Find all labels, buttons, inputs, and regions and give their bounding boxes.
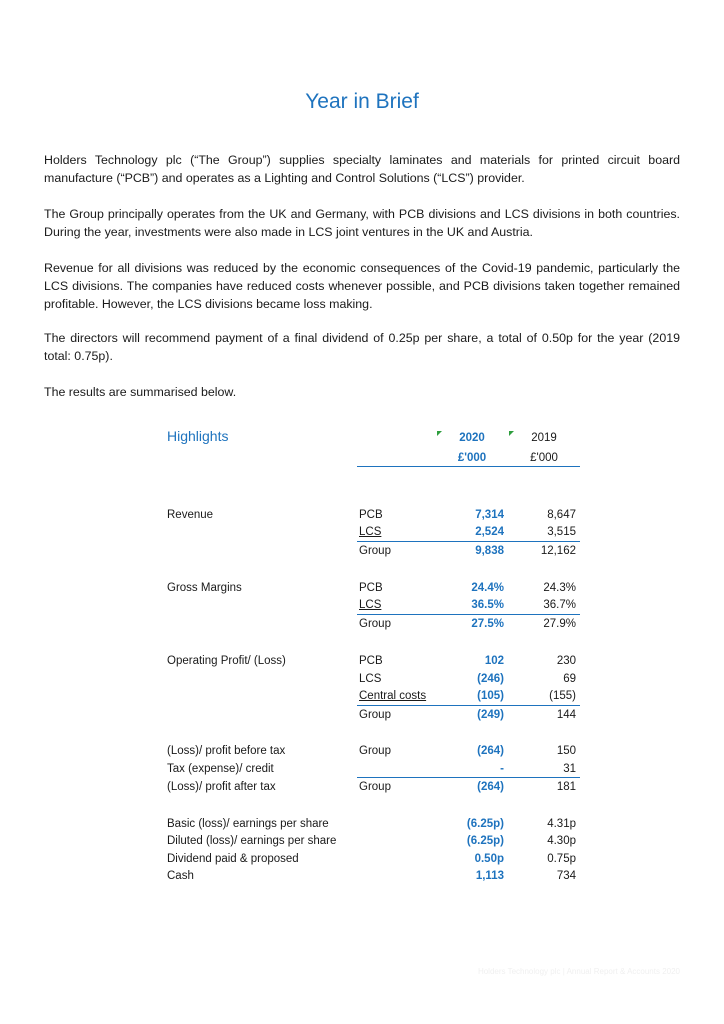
value-2019: 0.75p	[547, 853, 576, 865]
value-2020: 1,113	[475, 870, 504, 882]
value-2020: (105)	[477, 690, 504, 702]
subtotal-divider	[357, 705, 580, 706]
paragraph-summary: The results are summarised below.	[44, 385, 237, 399]
row-label: Tax (expense)/ credit	[167, 763, 274, 775]
paragraph-revenue: Revenue for all divisions was reduced by the economic consequences of the Covid-19 pandemic, particularly the LCS divisions. The companies have reduced costs whenever possible, and PCB divisions taken together remained profitable. However, the LCS divisions became loss making.	[44, 261, 680, 311]
row-label: Diluted (loss)/ earnings per share	[167, 835, 337, 847]
value-2019: 24.3%	[543, 582, 576, 594]
value-2020: (246)	[477, 673, 504, 685]
paragraph-dividend: The directors will recommend payment of a final dividend of 0.25p per share, a total of 0.50p for the year (2019 total: 0.75p).	[44, 331, 680, 363]
value-2019: 12,162	[540, 545, 576, 557]
value-2019: 4.30p	[547, 835, 576, 847]
row-segment: LCS	[359, 673, 382, 685]
value-2019: 3,515	[547, 526, 576, 538]
value-2020: (249)	[477, 709, 504, 721]
row-segment: PCB	[359, 655, 383, 667]
value-2020: 27.5%	[471, 618, 504, 630]
value-2020: 102	[484, 655, 504, 667]
value-2019: 230	[556, 655, 576, 667]
value-2019: 31	[563, 763, 576, 775]
row-label: Gross Margins	[167, 582, 242, 594]
page-title: Year in Brief	[305, 90, 419, 113]
value-2019: 734	[556, 870, 576, 882]
value-2020: 7,314	[475, 509, 504, 521]
subtotal-divider	[357, 541, 580, 542]
unit-header-2020: £'000	[457, 452, 487, 464]
value-2020: 36.5%	[471, 599, 504, 611]
row-segment: Group	[359, 781, 391, 793]
value-2020: -	[500, 763, 504, 775]
subtotal-divider	[357, 777, 580, 778]
value-2019: (155)	[549, 690, 576, 702]
value-2019: 8,647	[547, 509, 576, 521]
value-2020: 24.4%	[471, 582, 504, 594]
row-label: (Loss)/ profit before tax	[167, 745, 286, 757]
paragraph-operations: The Group principally operates from the UK and Germany, with PCB divisions and LCS divisions in both countries. During the year, investments were also made in LCS joint ventures in the UK and Austria.	[44, 207, 680, 239]
highlights-title: Highlights	[167, 428, 229, 444]
row-segment: PCB	[359, 509, 383, 521]
paragraph-intro: Holders Technology plc (“The Group”) supplies specialty laminates and materials for printed circuit board manufacture (“PCB”) and operates as a Lighting and Control Solutions (“LCS”) provider.	[44, 153, 680, 185]
page-footer: Holders Technology plc | Annual Report & Accounts 2020	[477, 967, 680, 976]
row-segment: LCS	[359, 526, 382, 538]
value-2020: 9,838	[475, 545, 504, 557]
value-2019: 144	[556, 709, 576, 721]
row-label: (Loss)/ profit after tax	[167, 781, 276, 793]
value-2019: 181	[556, 781, 576, 793]
value-2020: (264)	[477, 745, 504, 757]
value-2019: 27.9%	[543, 618, 576, 630]
row-label: Dividend paid & proposed	[167, 853, 299, 865]
value-2019: 36.7%	[543, 599, 576, 611]
column-header-2020: 2020	[459, 432, 485, 444]
value-2020: (264)	[477, 781, 504, 793]
subtotal-divider	[357, 614, 580, 615]
row-segment: PCB	[359, 582, 383, 594]
unit-header-2019: £'000	[530, 452, 558, 464]
column-header-2019: 2019	[531, 432, 557, 444]
value-2020: 2,524	[475, 526, 504, 538]
value-2020: 0.50p	[474, 853, 504, 865]
row-segment: Group	[359, 745, 391, 757]
row-segment: LCS	[359, 599, 382, 611]
row-label: Operating Profit/ (Loss)	[167, 655, 286, 667]
row-segment: Group	[359, 709, 391, 721]
value-2020: (6.25p)	[466, 818, 504, 830]
value-2020: (6.25p)	[466, 835, 504, 847]
row-segment: Group	[359, 545, 391, 557]
row-segment: Central costs	[359, 690, 427, 702]
value-2019: 4.31p	[547, 818, 576, 830]
row-segment: Group	[359, 618, 391, 630]
value-2019: 150	[556, 745, 576, 757]
row-label: Revenue	[167, 509, 214, 521]
value-2019: 69	[563, 673, 576, 685]
header-divider	[357, 466, 580, 467]
row-label: Cash	[167, 870, 194, 882]
row-label: Basic (loss)/ earnings per share	[167, 818, 329, 830]
